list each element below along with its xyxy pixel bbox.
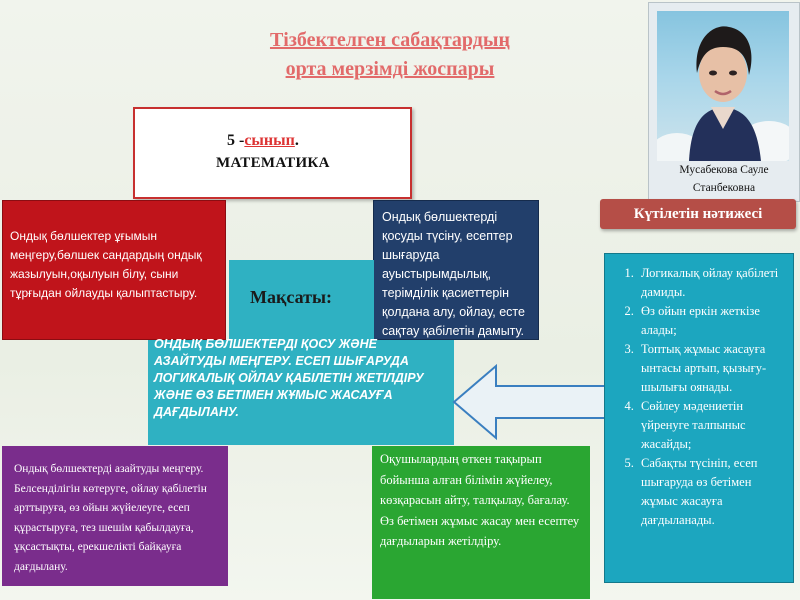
grade-line (227, 132, 299, 150)
class-subject-box (133, 107, 412, 199)
goals-label: Мақсаты: (250, 287, 332, 307)
goal-box-purple: Ондық бөлшектерді азайтуды меңгеру. Белсенділігін көтеруге, ойлау қабілетін арттыруға, өз ойын жүйелеуге, есеп құрастыруға, тез шешім қабылдауға, ұқсастықты, ерекшелікті байқауға дағдылану. (2, 446, 228, 586)
teacher-card (648, 2, 800, 202)
goal-box-navy: Ондық бөлшектерді қосуды түсіну, есептер шығаруда ауыстырымдылық, терімділік қасиеттерін қолдана алу, ойлау, есте сақтау қабілетін дамыту. (373, 200, 539, 340)
arrow-left-icon (452, 362, 607, 442)
teacher-name (649, 161, 799, 197)
goal-box-green: Оқушылардың өткен тақырып бойынша алған білімін жүйелеу, көзқарасын айту, талқылау, бағалау. Өз бетімен жұмыс жасау мен есептеу дағдыларын жетілдіру. (372, 446, 590, 599)
goal-main-text: ОНДЫҚ БӨЛШЕКТЕРДІ ҚОСУ ЖӘНЕ АЗАЙТУДЫ МЕҢГЕРУ. ЕСЕП ШЫҒАРУДА ЛОГИКАЛЫҚ ОЙЛАУ ҚАБІЛЕТІН ЖЕТІЛДІРУ ЖӘНЕ ӨЗ БЕТІМЕН ЖҰМЫС ЖАСАУҒА ДАҒДЫЛАНУ. (154, 337, 424, 419)
expected-results-header: Күтілетін нәтижесі (600, 199, 796, 229)
expected-result-item: 2. Өз ойын еркін жеткізе алады; (637, 302, 787, 340)
expected-results-box (604, 253, 794, 583)
expected-result-item: 4. Сөйлеу мәдениетін үйренуге талпыныс жасайды; (637, 397, 787, 454)
expected-results-list (605, 264, 787, 530)
page-title (205, 26, 575, 84)
expected-result-item: 5. Сабақты түсініп, есеп шығаруда өз бетімен жұмыс жасауға дағдыланады. (637, 454, 787, 530)
expected-result-item: 1. Логикалық ойлау қабілеті дамиды. (637, 264, 787, 302)
goal-box-red: Ондық бөлшектер ұғымын меңгеру,бөлшек сандардың ондық жазылуын,оқылуын білу, сыни тұрғыдан ойлауды қалыптастыру. (2, 200, 226, 340)
grade-suffix: . (294, 132, 299, 149)
teacher-name-line-1: Мусабекова Сауле (679, 164, 769, 176)
portrait-photo (657, 11, 789, 161)
expected-result-item: 3. Топтық жұмыс жасауға ынтасы артып, қызығу-шылығы оянады. (637, 340, 787, 397)
grade-prefix: 5 - (227, 132, 245, 149)
teacher-name-line-2: Станбековна (692, 182, 756, 194)
teacher-photo (657, 11, 789, 161)
goal-box-main (148, 337, 454, 445)
subject-name: МАТЕМАТИКА (216, 155, 330, 171)
title-line-1: Тізбектелген сабақтардың (269, 29, 511, 51)
grade-word: сынып (244, 132, 295, 149)
title-line-2: орта мерзімді жоспары (285, 58, 495, 80)
